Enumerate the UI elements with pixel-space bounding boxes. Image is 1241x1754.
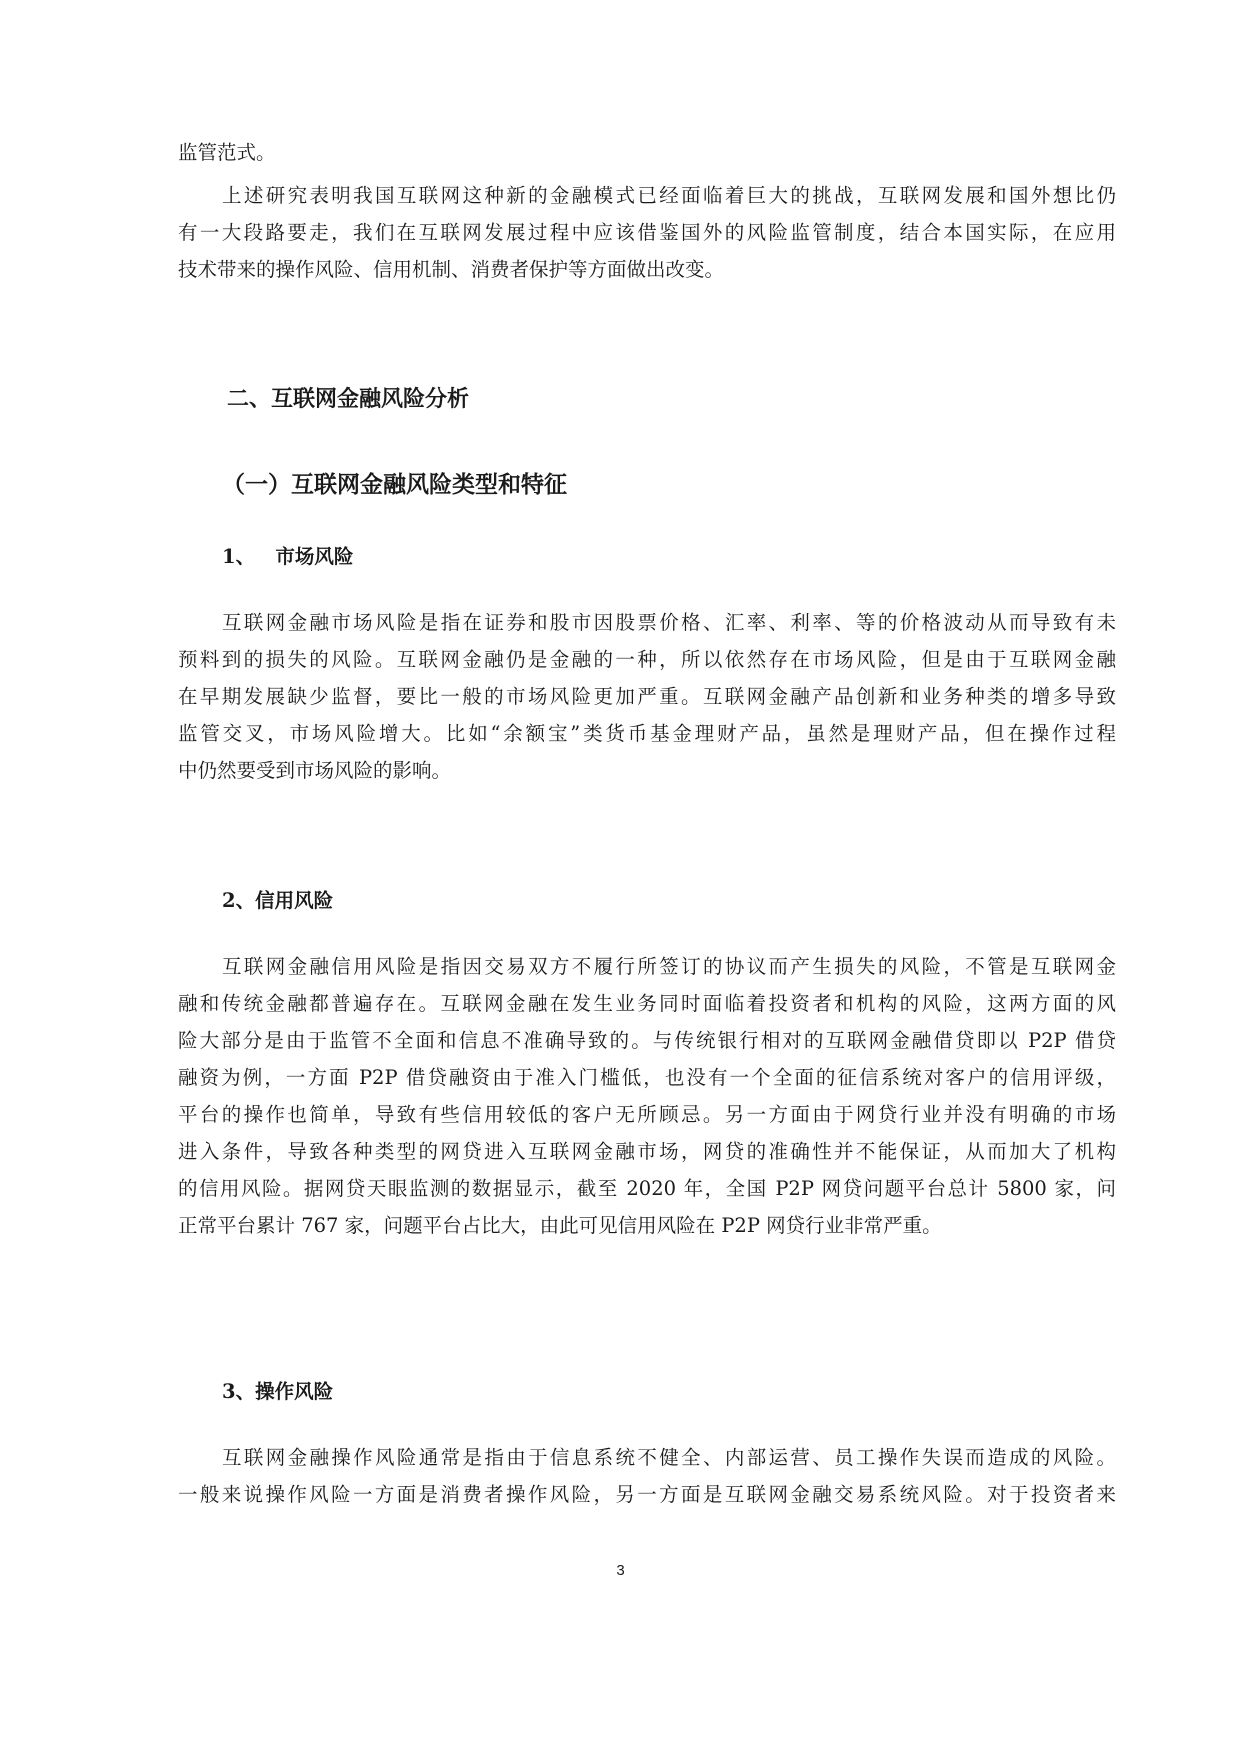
paragraph-line: 有一大段路要走，我们在互联网发展过程中应该借鉴国外的风险监管制度，结合本国实际，在应用 — [178, 221, 1116, 244]
paragraph-line: 互联网金融信用风险是指因交易双方不履行所签订的协议而产生损失的风险，不管是互联网金 — [222, 955, 1116, 978]
paragraph-line: 的信用风险。据网贷天眼监测的数据显示，截至 2020 年，全国 P2P 网贷问题平台总计 5800 家，问 — [178, 1177, 1116, 1200]
credit-risk-paragraph — [178, 948, 1116, 1244]
paragraph-line: 险大部分是由于监管不全面和信息不准确导致的。与传统银行相对的互联网金融借贷即以 P2P 借贷 — [178, 1029, 1116, 1052]
paragraph-line: 平台的操作也简单，导致有些信用较低的客户无所顾忌。另一方面由于网贷行业并没有明确的市场 — [178, 1103, 1116, 1126]
paragraph-line: 进入条件，导致各种类型的网贷进入互联网金融市场，网贷的准确性并不能保证，从而加大了机构 — [178, 1140, 1116, 1163]
intro-paragraph-2 — [178, 177, 1116, 288]
paragraph-line: 一般来说操作风险一方面是消费者操作风险，另一方面是互联网金融交易系统风险。对于投资者来 — [178, 1483, 1116, 1506]
paragraph-line: 监管交叉，市场风险增大。比如“余额宝”类货币基金理财产品，虽然是理财产品，但在操作过程 — [178, 722, 1116, 745]
paragraph-line: 融资为例，一方面 P2P 借贷融资由于准入门槛低，也没有一个全面的征信系统对客户的信用评级， — [178, 1066, 1116, 1089]
item-heading-credit-risk: 2、信用风险 — [222, 889, 334, 912]
paragraph-line: 上述研究表明我国互联网这种新的金融模式已经面临着巨大的挑战，互联网发展和国外想比仍 — [222, 184, 1116, 207]
market-risk-paragraph — [178, 604, 1116, 789]
paragraph-line: 预料到的损失的风险。互联网金融仍是金融的一种，所以依然存在市场风险，但是由于互联网金融 — [178, 648, 1116, 671]
intro-paragraph-1 — [178, 134, 1116, 171]
section-heading: 二、互联网金融风险分析 — [227, 387, 470, 412]
subsection-heading: （一）互联网金融风险类型和特征 — [222, 471, 567, 498]
paragraph-line: 技术带来的操作风险、信用机制、消费者保护等方面做出改变。 — [178, 258, 725, 281]
paragraph-line: 在早期发展缺少监督，要比一般的市场风险更加严重。互联网金融产品创新和业务种类的增多导致 — [178, 685, 1116, 708]
paragraph-line: 中仍然要受到市场风险的影响。 — [178, 759, 452, 782]
paragraph-line: 监管范式。 — [178, 141, 276, 164]
item-heading-operational-risk: 3、操作风险 — [222, 1380, 334, 1403]
item-heading-market-risk: 1、 市场风险 — [222, 545, 354, 568]
paragraph-line: 互联网金融市场风险是指在证券和股市因股票价格、汇率、利率、等的价格波动从而导致有未 — [222, 611, 1116, 634]
paragraph-line: 互联网金融操作风险通常是指由于信息系统不健全、内部运营、员工操作失误而造成的风险。 — [222, 1446, 1116, 1469]
paragraph-line: 融和传统金融都普遍存在。互联网金融在发生业务同时面临着投资者和机构的风险，这两方面的风 — [178, 992, 1116, 1015]
paragraph-line: 正常平台累计 767 家，问题平台占比大，由此可见信用风险在 P2P 网贷行业非常严重。 — [178, 1214, 942, 1237]
operational-risk-paragraph — [178, 1439, 1116, 1513]
page-number: 3 — [616, 1562, 625, 1579]
